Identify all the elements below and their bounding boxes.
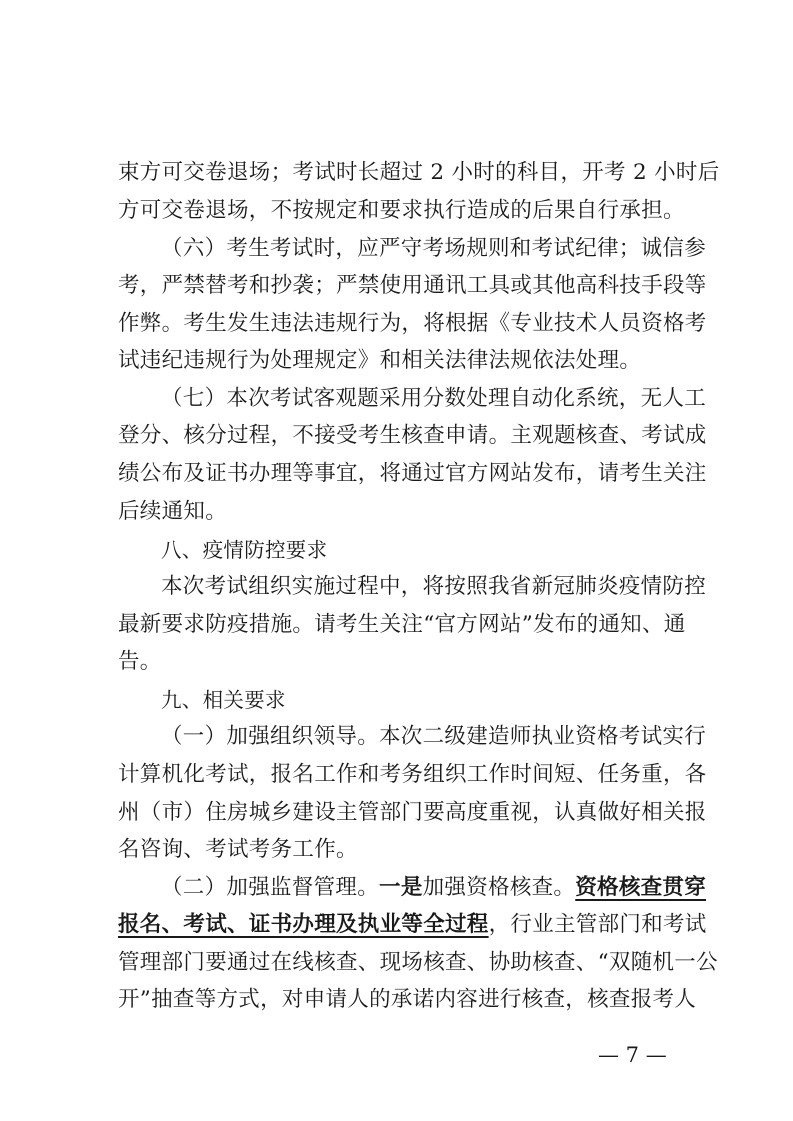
body-line: 名咨询、考试考务工作。 xyxy=(118,837,358,862)
paragraph-6-start: （六）考生考试时，应严守考场规则和考试纪律；诚信参 xyxy=(161,236,707,261)
body-line: 束方可交卷退场；考试时长超过 2 小时的科目，开考 2 小时后 xyxy=(118,160,720,185)
body-line: 方可交卷退场，不按规定和要求执行造成的后果自行承担。 xyxy=(118,198,685,223)
body-line: 州（市）住房城乡建设主管部门要高度重视，认真做好相关报 xyxy=(118,800,707,825)
body-line: 后续通知。 xyxy=(118,499,228,524)
body-line: 绩公布及证书办理等事宜，将通过官方网站发布，请考生关注 xyxy=(118,461,707,486)
text-run: （二）加强监督管理。 xyxy=(161,875,380,900)
paragraph-8-start: 本次考试组织实施过程中，将按照我省新冠肺炎疫情防控 xyxy=(161,574,707,599)
section-heading-8: 八、疫情防控要求 xyxy=(161,538,328,562)
bold-emphasis: 一是 xyxy=(379,875,423,900)
body-line: 计算机化考试，报名工作和考务组织工作时间短、任务重，各 xyxy=(118,762,707,787)
body-line: 开”抽查等方式，对申请人的承诺内容进行核查，核查报考人 xyxy=(118,987,697,1012)
body-line: 考，严禁替考和抄袭；严禁使用通讯工具或其他高科技手段等 xyxy=(118,273,707,298)
paragraph-9-1-start: （一）加强组织领导。本次二级建造师执业资格考试实行 xyxy=(161,724,707,749)
body-line: 告。 xyxy=(118,649,162,674)
paragraph-7-start: （七）本次考试客观题采用分数处理自动化系统，无人工 xyxy=(161,386,707,411)
paragraph-9-2-start xyxy=(161,873,707,903)
section-heading-9: 九、相关要求 xyxy=(161,688,286,712)
page-number: — 7 — xyxy=(598,1043,667,1067)
body-line: 管理部门要通过在线核查、现场核查、协助核查、“双随机一公 xyxy=(118,950,718,975)
underlined-emphasis: 资格核查贯穿 xyxy=(575,875,707,900)
text-run: 加强资格核查。 xyxy=(422,875,576,900)
body-line: 作弊。考生发生违法违规行为，将根据《专业技术人员资格考 xyxy=(118,311,707,336)
text-run: ，行业主管部门和考试 xyxy=(488,912,707,937)
underlined-emphasis: 报名、考试、证书办理及执业等全过程 xyxy=(118,912,489,937)
body-line: 试违纪违规行为处理规定》和相关法律法规依法处理。 xyxy=(118,348,642,373)
body-line: 最新要求防疫措施。请考生关注“官方网站”发布的通知、通 xyxy=(118,612,686,637)
body-line xyxy=(118,910,707,940)
body-line: 登分、核分过程，不接受考生核查申请。主观题核查、考试成 xyxy=(118,423,707,448)
